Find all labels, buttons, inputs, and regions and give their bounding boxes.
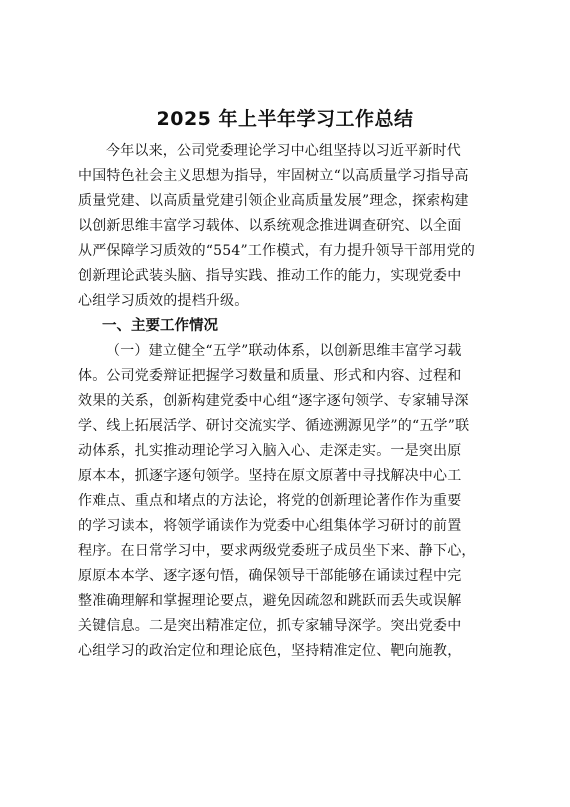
body-line: 程序。在日常学习中，要求两级党委班子成员坐下来、静下心，: [78, 543, 476, 559]
intro-line: 今年以来，公司党委理论学习中心组坚持以习近平新时代: [106, 143, 461, 159]
intro-line: 心组学习质效的提档升级。: [78, 293, 249, 309]
intro-line: 从严保障学习质效的“554”工作模式，有力提升领导干部用党的: [78, 243, 476, 259]
intro-line: 创新理论武装头脑、指导实践、推动工作的能力，实现党委中: [78, 268, 462, 284]
body-line: 体。公司党委辩证把握学习数量和质量、形式和内容、过程和: [78, 368, 462, 384]
body-line: 整准确理解和掌握理论要点，避免因疏忽和跳跃而丢失或误解: [78, 593, 462, 609]
body-line: 动体系，扎实推动理论学习入脑入心、走深走实。一是突出原: [78, 443, 462, 459]
body-line: 效果的关系，创新构建党委中心组“逐字逐句领学、专家辅导深: [78, 393, 469, 409]
intro-line: 质量党建、以高质量党建引领企业高质量发展”理念，探索构建: [78, 193, 469, 209]
body-line: 学、线上拓展活学、研讨交流实学、循迹溯源见学”的“五学”联: [78, 418, 470, 434]
document-title: 2025 年上半年学习工作总结: [156, 108, 414, 130]
body-line: 关键信息。二是突出精准定位，抓专家辅导深学。突出党委中: [78, 618, 462, 634]
body-line: （一）建立健全“五学”联动体系，以创新思维丰富学习载: [106, 343, 462, 359]
body-line: 心组学习的政治定位和理论底色，坚持精准定位、靶向施教，: [78, 643, 462, 659]
body-line: 原本本，抓逐字逐句领学。坚持在原文原著中寻找解决中心工: [78, 468, 462, 484]
body-line: 的学习读本，将领学诵读作为党委中心组集体学习研讨的前置: [78, 518, 462, 534]
body-line: 原原本本学、逐字逐句悟，确保领导干部能够在诵读过程中完: [78, 568, 462, 584]
intro-line: 以创新思维丰富学习载体、以系统观念推进调查研究、以全面: [78, 218, 462, 234]
intro-line: 中国特色社会主义思想为指导，牢固树立“以高质量学习指导高: [78, 168, 469, 184]
body-line: 作难点、重点和堵点的方法论，将党的创新理论著作作为重要: [78, 493, 462, 509]
section-heading: 一、主要工作情况: [102, 318, 218, 334]
